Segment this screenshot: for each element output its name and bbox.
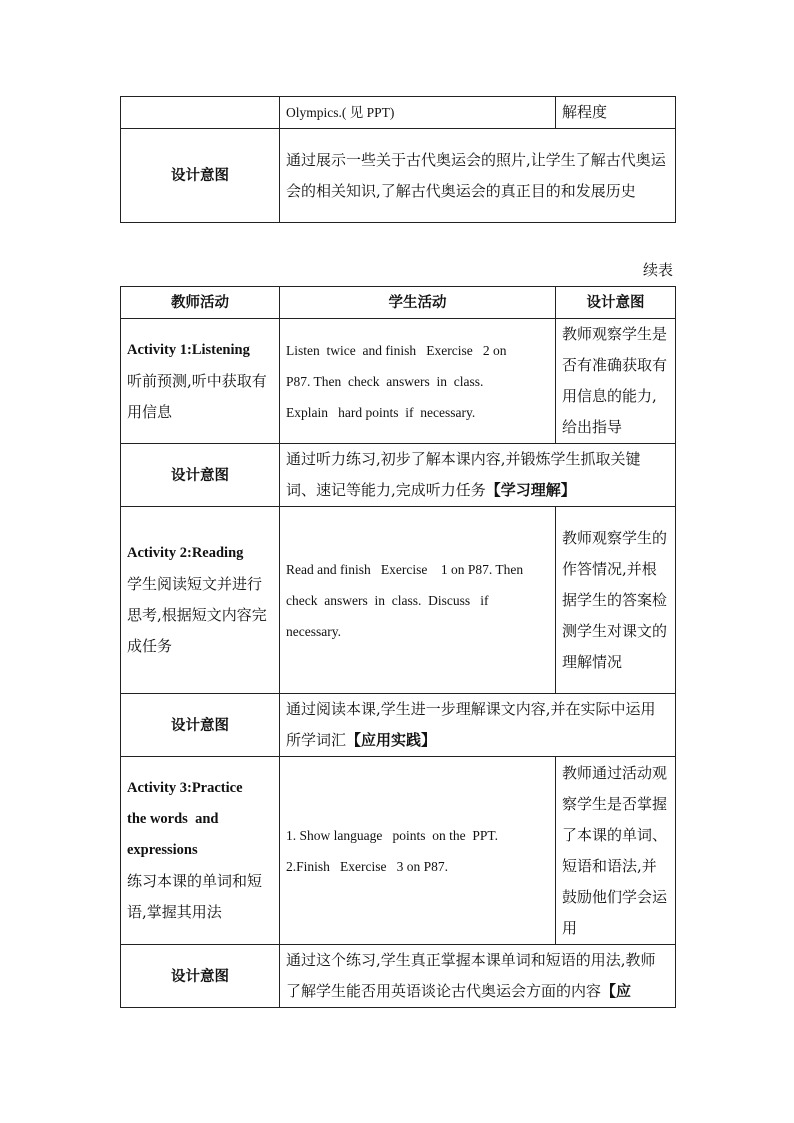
activity-1-row	[121, 319, 676, 444]
activity-1-student-line-2: P87. Then check answers in class.	[286, 373, 484, 389]
design-1-text: 通过听力练习,初步了解本课内容,并锻炼学生抓取关键词、速记等能力,完成听力任务	[286, 450, 641, 499]
design-1-text-cell	[280, 444, 676, 507]
design-3-label: 设计意图	[121, 945, 280, 1008]
activity-3-student-line-2: 2.Finish Exercise 3 on P87.	[286, 858, 448, 874]
lesson-plan-table	[120, 286, 676, 1008]
continued-label: 续表	[642, 261, 673, 279]
header-student-activity: 学生活动	[280, 287, 556, 319]
design-2-tag: 【应用实践】	[346, 731, 437, 749]
activity-1-student-line-1: Listen twice and finish Exercise 2 on	[286, 342, 507, 358]
activity-3-intent-cell: 教师通过活动观察学生是否掌握了本课的单词、短语和语法,并鼓励他们学会运用	[556, 757, 676, 945]
activity-1-student-cell	[280, 319, 556, 444]
activity-3-row	[121, 757, 676, 945]
activity-3-student-cell	[280, 757, 556, 945]
design-3-tag: 【应	[601, 982, 632, 1000]
top-row1-intent-cell: 解程度	[556, 97, 676, 129]
header-row	[121, 287, 676, 319]
top-row1-empty-cell	[121, 97, 280, 129]
top-table-row-2	[121, 129, 676, 223]
activity-3-teacher-cell	[121, 757, 280, 945]
activity-3-title-line-2: the words and	[127, 811, 219, 827]
design-2-row	[121, 694, 676, 757]
activity-2-row	[121, 507, 676, 694]
header-teacher-activity: 教师活动	[121, 287, 280, 319]
activity-1-teacher-cell	[121, 319, 280, 444]
design-intent-label: 设计意图	[121, 129, 280, 223]
activity-2-teacher-cell	[121, 507, 280, 694]
header-design-intent: 设计意图	[556, 287, 676, 319]
design-2-text: 通过阅读本课,学生进一步理解课文内容,并在实际中运用所学词汇	[286, 700, 656, 749]
activity-2-student-line-2: check answers in class. Discuss if	[286, 592, 489, 608]
top-table-row-1	[121, 97, 676, 129]
design-intent-text: 通过展示一些关于古代奥运会的照片,让学生了解古代奥运会的相关知识,了解古代奥运会的真正目的和发展历史	[280, 129, 676, 223]
activity-2-student-line-3: necessary.	[286, 623, 341, 639]
design-1-row	[121, 444, 676, 507]
top-row1-student-cell: Olympics.( 见 PPT)	[280, 97, 556, 129]
design-3-text: 通过这个练习,学生真正掌握本课单词和短语的用法,教师了解学生能否用英语谈论古代奥运会方面的内容	[286, 951, 656, 1000]
activity-3-title-line-1: Activity 3:Practice	[127, 780, 243, 796]
activity-2-student-line-1: Read and finish Exercise 1 on P87. Then	[286, 561, 524, 577]
activity-3-title-line-3: expressions	[127, 842, 198, 858]
design-1-label: 设计意图	[121, 444, 280, 507]
activity-3-teacher-desc: 练习本课的单词和短语,掌握其用法	[127, 872, 263, 921]
activity-2-title: Activity 2:Reading	[127, 545, 244, 561]
design-2-label: 设计意图	[121, 694, 280, 757]
activity-1-teacher-desc: 听前预测,听中获取有用信息	[127, 371, 267, 421]
activity-1-intent-cell: 教师观察学生是否有准确获取有用信息的能力,给出指导	[556, 319, 676, 444]
activity-2-intent-cell: 教师观察学生的作答情况,并根据学生的答案检测学生对课文的理解情况	[556, 507, 676, 694]
activity-1-title: Activity 1:Listening	[127, 341, 250, 358]
design-3-text-cell	[280, 945, 676, 1008]
top-table	[120, 96, 676, 223]
activity-1-student-line-3: Explain hard points if necessary.	[286, 404, 476, 420]
activity-2-teacher-desc: 学生阅读短文并进行思考,根据短文内容完成任务	[127, 575, 267, 655]
activity-2-student-cell	[280, 507, 556, 694]
design-2-text-cell	[280, 694, 676, 757]
design-1-tag: 【学习理解】	[485, 481, 576, 499]
design-3-row	[121, 945, 676, 1008]
activity-3-student-line-1: 1. Show language points on the PPT.	[286, 827, 498, 843]
